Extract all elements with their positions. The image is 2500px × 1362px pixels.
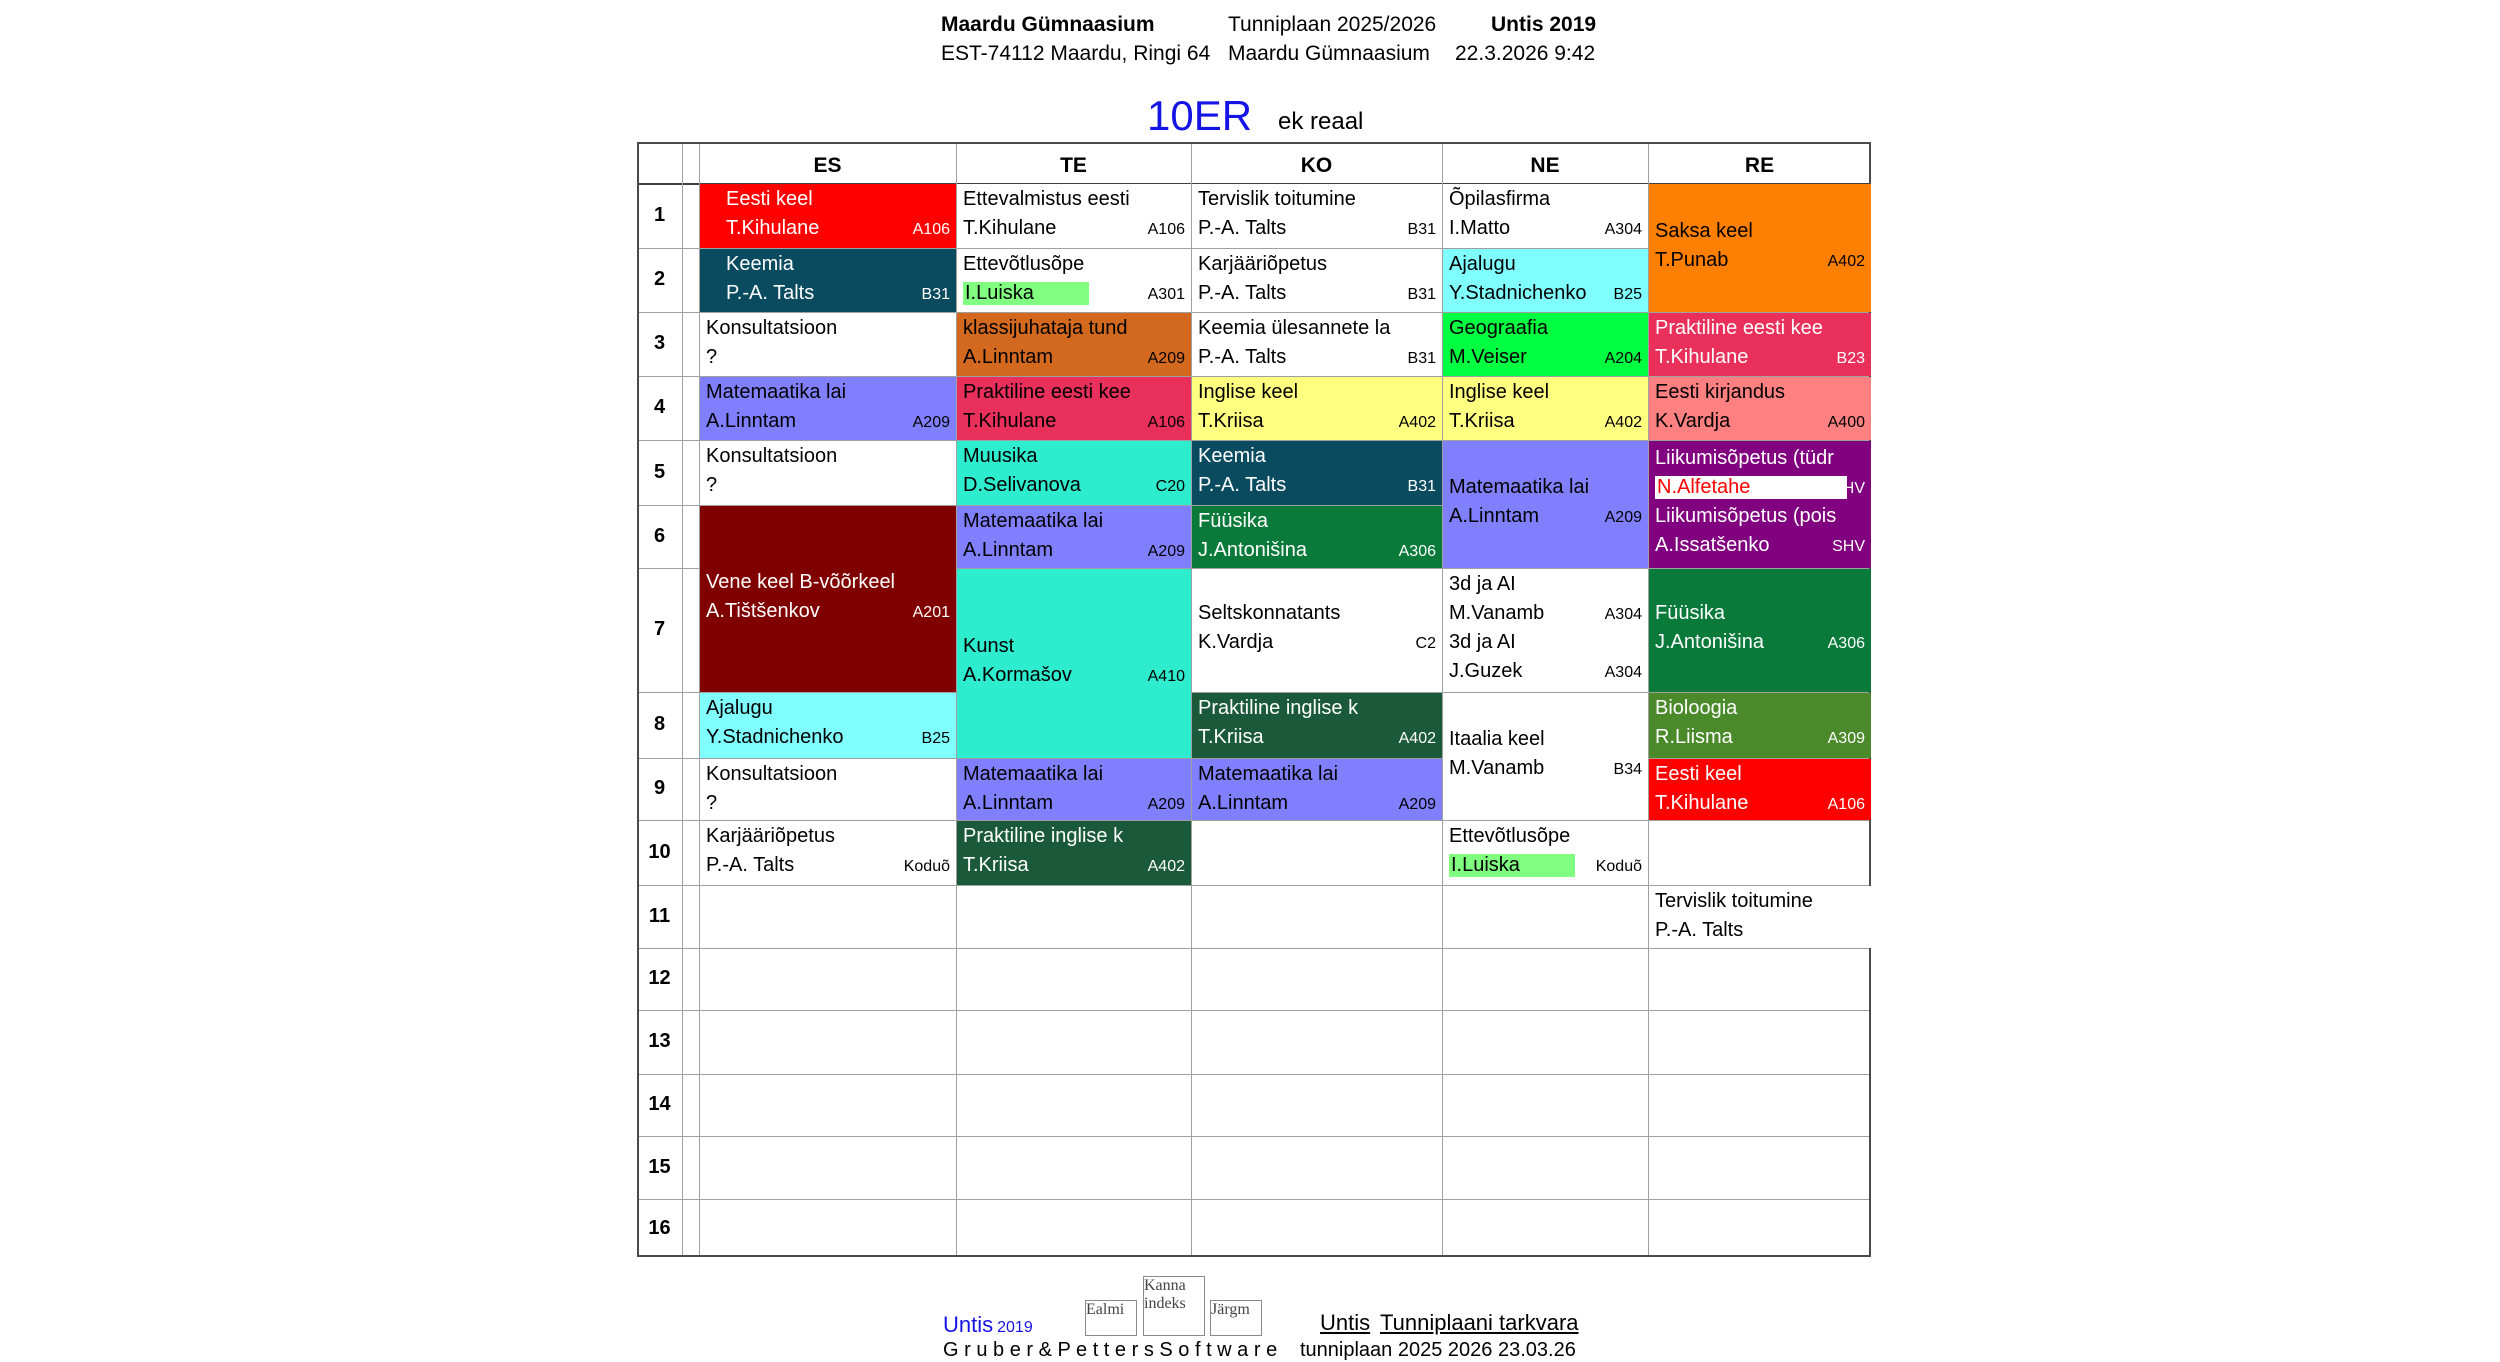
lesson-subject: Seltskonnatants <box>1198 602 1341 624</box>
school-name: Maardu Gümnaasium <box>941 13 1155 36</box>
lesson-subject: Eesti keel <box>1655 763 1742 785</box>
lesson-cell[interactable] <box>957 759 1191 820</box>
lesson-teacher: T.Punab <box>1655 248 1729 271</box>
lesson-subject: Keemia <box>726 253 794 275</box>
lesson-subject: Saksa keel <box>1655 219 1753 242</box>
software-version: Untis 2019 <box>1491 13 1597 36</box>
day-header-es: ES <box>813 154 842 177</box>
footer-company: G r u b e r & P e t t e r s S o f t w a r e <box>943 1339 1278 1361</box>
lesson-teacher: ? <box>706 792 718 814</box>
lesson-room: A402 <box>1604 414 1642 431</box>
lesson-room: A400 <box>1827 414 1865 431</box>
lesson-teacher: K.Vardja <box>1198 631 1274 653</box>
lesson-room: B31 <box>921 286 950 303</box>
lesson-teacher: T.Kihulane <box>1655 346 1749 368</box>
period-number: 5 <box>653 460 666 483</box>
lesson-cell[interactable] <box>700 821 956 885</box>
lesson-room: SHV <box>1832 480 1865 497</box>
lesson-teacher: M.Veiser <box>1449 346 1527 368</box>
lesson-subject: Eesti kirjandus <box>1655 381 1786 403</box>
lesson-room: A209 <box>1147 543 1185 560</box>
lesson-teacher: I.Matto <box>1449 217 1511 239</box>
lesson-subject: Praktiline inglise k <box>1198 697 1359 719</box>
lesson-cell[interactable] <box>1649 184 1871 312</box>
lesson-cell[interactable] <box>1192 569 1442 692</box>
previous-image-alt: Ealmi <box>1086 1301 1125 1318</box>
school-address: EST-74112 Maardu, Ringi 64 <box>941 42 1211 65</box>
lesson-room: A306 <box>1827 635 1865 652</box>
lesson-subject: Eesti keel <box>726 188 813 210</box>
plan-school: Maardu Gümnaasium <box>1228 42 1430 65</box>
lesson-cell[interactable] <box>1192 313 1442 376</box>
lesson-room: A402 <box>1398 414 1436 431</box>
day-header-te: TE <box>1060 154 1087 177</box>
lesson-cell[interactable] <box>957 377 1191 440</box>
plan-title: Tunniplaan 2025/2026 <box>1228 13 1437 36</box>
lesson-teacher: T.Kriisa <box>963 854 1029 876</box>
lesson-room-2: A304 <box>1604 664 1642 681</box>
lesson-subject: Konsultatsioon <box>706 317 838 339</box>
lesson-subject: Keemia <box>1198 445 1266 467</box>
period-number: 2 <box>653 268 666 290</box>
lesson-subject: Matemaatika lai <box>1449 476 1590 498</box>
next-image-icon[interactable] <box>1210 1300 1262 1336</box>
lesson-subject: Geograafia <box>1449 317 1548 339</box>
lesson-subject: Karjääriõpetus <box>706 825 835 847</box>
lesson-room: A304 <box>1604 221 1642 238</box>
lesson-cell[interactable] <box>700 441 956 505</box>
period-number: 6 <box>653 524 666 547</box>
print-datetime: 22.3.2026 9:42 <box>1455 42 1596 65</box>
lesson-subject: Õpilasfirma <box>1449 188 1551 210</box>
lesson-teacher: N.Alfetahe <box>1655 476 1847 499</box>
lesson-room: A306 <box>1398 543 1436 560</box>
lesson-room: C2 <box>1415 635 1436 652</box>
lesson-teacher: T.Kriisa <box>1198 410 1264 432</box>
class-title: 10ER <box>1147 92 1253 139</box>
lesson-cell[interactable] <box>1192 377 1442 440</box>
lesson-teacher: ? <box>706 474 718 496</box>
lesson-room: B31 <box>1407 286 1436 303</box>
lesson-cell[interactable] <box>1649 886 1871 948</box>
period-number: 16 <box>648 1216 671 1239</box>
period-number: 15 <box>648 1155 671 1178</box>
class-subtitle: ek reaal <box>1278 108 1364 135</box>
index-image-alt: Kanna indeks <box>1144 1277 1186 1312</box>
lesson-room: A410 <box>1147 668 1185 685</box>
lesson-cell[interactable] <box>1443 693 1648 820</box>
period-number: 14 <box>648 1093 671 1115</box>
lesson-teacher: I.Luiska <box>963 282 1089 305</box>
lesson-teacher: Y.Stadnichenko <box>706 726 844 748</box>
lesson-cell[interactable] <box>1649 313 1871 376</box>
grid-line <box>639 948 1869 949</box>
lesson-cell[interactable] <box>700 759 956 820</box>
lesson-teacher: A.Linntam <box>1449 505 1540 527</box>
period-number: 7 <box>653 618 666 640</box>
lesson-teacher: K.Vardja <box>1655 410 1731 432</box>
lesson-subject: Ajalugu <box>706 697 773 719</box>
lesson-subject: Ettevõtlusõpe <box>1449 825 1571 847</box>
period-number: 13 <box>648 1030 671 1052</box>
lesson-subject: Ettevalmistus eesti <box>963 188 1130 210</box>
lesson-teacher: A.Linntam <box>1198 792 1289 814</box>
lesson-room: A402 <box>1398 730 1436 747</box>
lesson-teacher: D.Selivanova <box>963 474 1081 496</box>
lesson-teacher: P.-A. Talts <box>1198 217 1287 239</box>
lesson-room: A209 <box>1398 796 1436 813</box>
lesson-teacher: A.Tištšenkov <box>706 599 820 622</box>
lesson-room: A209 <box>1147 796 1185 813</box>
lesson-cell[interactable] <box>1443 313 1648 376</box>
lesson-teacher: A.Linntam <box>963 539 1054 561</box>
lesson-subject: Konsultatsioon <box>706 445 838 467</box>
lesson-cell[interactable] <box>700 506 956 692</box>
lesson-subject: Itaalia keel <box>1449 728 1545 750</box>
lesson-room: Koduõ <box>1595 858 1642 875</box>
grid-line <box>639 1199 1869 1200</box>
lesson-subject: Muusika <box>963 445 1038 467</box>
lesson-room: A209 <box>1147 350 1185 367</box>
lesson-subject: Matemaatika lai <box>706 381 847 403</box>
period-number: 3 <box>653 332 666 354</box>
period-number: 8 <box>653 713 666 735</box>
grid-line <box>639 1010 1869 1011</box>
lesson-teacher: P.-A. Talts <box>706 854 795 876</box>
lesson-room: A106 <box>912 221 950 238</box>
footer-untis-year: 2019 <box>997 1319 1033 1336</box>
lesson-cell[interactable] <box>957 441 1191 505</box>
lesson-subject: 3d ja AI <box>1449 573 1516 595</box>
lesson-subject: Ettevõtlusõpe <box>963 253 1085 275</box>
lesson-room: Koduõ <box>903 858 950 875</box>
period-number: 1 <box>653 203 666 226</box>
lesson-teacher: M.Vanamb <box>1449 757 1545 779</box>
lesson-room: A402 <box>1827 252 1865 270</box>
lesson-teacher: ? <box>706 346 718 368</box>
lesson-teacher: M.Vanamb <box>1449 602 1545 624</box>
lesson-teacher: P.-A. Talts <box>726 282 815 304</box>
lesson-subject: Vene keel B-võõrkeel <box>706 570 896 593</box>
lesson-teacher: P.-A. Talts <box>1198 474 1287 496</box>
day-header-re: RE <box>1744 154 1775 177</box>
lesson-subject: Matemaatika lai <box>1198 763 1339 785</box>
lesson-cell[interactable] <box>957 569 1191 758</box>
lesson-room: A309 <box>1827 730 1865 747</box>
period-number: 11 <box>648 904 671 927</box>
lesson-room: A304 <box>1604 606 1642 623</box>
lesson-teacher: P.-A. Talts <box>1655 919 1744 941</box>
lesson-room: A201 <box>912 603 950 621</box>
lesson-subject: Matemaatika lai <box>963 763 1104 785</box>
lesson-teacher: A.Kormašov <box>963 664 1072 686</box>
lesson-teacher: P.-A. Talts <box>1198 346 1287 368</box>
footer-untis-link[interactable] <box>943 1312 1033 1338</box>
lesson-subject: Praktiline eesti kee <box>1655 317 1823 339</box>
lesson-subject-2: 3d ja AI <box>1449 631 1516 653</box>
lesson-subject-2: Liikumisõpetus (pois <box>1655 505 1837 527</box>
index-image-icon[interactable] <box>1143 1276 1205 1336</box>
lesson-teacher: A.Linntam <box>963 346 1054 368</box>
lesson-cell[interactable] <box>957 249 1191 312</box>
previous-image-icon[interactable] <box>1085 1300 1137 1336</box>
lesson-subject: Inglise keel <box>1449 381 1550 403</box>
lesson-room: A106 <box>1827 796 1865 813</box>
lesson-subject: Füüsika <box>1655 602 1726 624</box>
lesson-teacher: T.Kihulane <box>963 217 1057 239</box>
lesson-room: A402 <box>1147 858 1185 875</box>
lesson-subject: Füüsika <box>1198 510 1269 532</box>
next-image-alt: Järgm <box>1211 1301 1250 1318</box>
lesson-cell[interactable] <box>700 693 956 758</box>
lesson-cell[interactable] <box>1649 759 1871 820</box>
day-header-ne: NE <box>1530 154 1560 177</box>
lesson-room-2: SHV <box>1832 538 1865 555</box>
lesson-subject: Keemia ülesannete la <box>1198 317 1391 339</box>
lesson-subject: Karjääriõpetus <box>1198 253 1327 275</box>
grid-line <box>639 1136 1869 1137</box>
lesson-room: A106 <box>1147 414 1185 431</box>
lesson-subject: Kunst <box>963 635 1015 657</box>
lesson-room: A209 <box>1604 509 1642 526</box>
lesson-teacher-2: J.Guzek <box>1449 660 1523 682</box>
lesson-subject: Tervislik toitumine <box>1655 890 1813 912</box>
footer-export-info: tunniplaan 2025 2026 23.03.26 <box>1300 1339 1576 1361</box>
grid-line <box>682 144 683 1255</box>
lesson-cell[interactable] <box>700 184 956 248</box>
lesson-teacher: Y.Stadnichenko <box>1449 282 1587 304</box>
lesson-cell[interactable] <box>1192 759 1442 820</box>
timetable-grid <box>637 142 1871 1257</box>
lesson-teacher: T.Kriisa <box>1449 410 1515 432</box>
lesson-subject: Tervislik toitumine <box>1198 188 1356 210</box>
footer-untis-text-link[interactable]: Untis <box>1320 1310 1371 1335</box>
lesson-teacher: I.Luiska <box>1449 854 1575 877</box>
lesson-teacher: P.-A. Talts <box>1198 282 1287 304</box>
lesson-cell[interactable] <box>700 249 956 312</box>
lesson-teacher: R.Liisma <box>1655 726 1733 748</box>
lesson-subject: Bioloogia <box>1655 697 1738 719</box>
lesson-teacher: T.Kihulane <box>963 410 1057 432</box>
lesson-cell[interactable] <box>1649 377 1871 440</box>
lesson-room: A204 <box>1604 350 1642 367</box>
lesson-cell[interactable] <box>1192 693 1442 758</box>
lesson-subject: Praktiline eesti kee <box>963 381 1131 403</box>
lesson-teacher: A.Linntam <box>706 410 797 432</box>
lesson-teacher: T.Kihulane <box>726 217 820 239</box>
lesson-subject: Konsultatsioon <box>706 763 838 785</box>
lesson-teacher: J.Antonišina <box>1655 631 1764 653</box>
lesson-cell[interactable] <box>1443 441 1648 568</box>
lesson-subject: Inglise keel <box>1198 381 1299 403</box>
lesson-cell[interactable] <box>1192 249 1442 312</box>
lesson-teacher: J.Antonišina <box>1198 539 1307 561</box>
lesson-cell[interactable] <box>957 821 1191 885</box>
lesson-room: C20 <box>1155 478 1185 495</box>
lesson-teacher-2: A.Issatšenko <box>1655 534 1770 556</box>
lesson-cell[interactable] <box>1443 569 1648 692</box>
lesson-subject: klassijuhataja tund <box>963 317 1128 339</box>
lesson-cell[interactable] <box>957 313 1191 376</box>
lesson-cell[interactable] <box>957 506 1191 568</box>
lesson-room: B25 <box>1613 286 1642 303</box>
lesson-teacher: T.Kihulane <box>1655 792 1749 814</box>
lesson-room: B34 <box>1613 761 1642 778</box>
lesson-room: B31 <box>1407 478 1436 495</box>
lesson-cell[interactable] <box>700 313 956 376</box>
lesson-cell[interactable] <box>1192 441 1442 505</box>
lesson-room: A106 <box>1147 221 1185 238</box>
lesson-cell[interactable] <box>1443 249 1648 312</box>
lesson-cell[interactable] <box>1192 506 1442 568</box>
lesson-teacher: T.Kriisa <box>1198 726 1264 748</box>
lesson-subject: Liikumisõpetus (tüdr <box>1655 447 1834 469</box>
lesson-room: B25 <box>921 730 950 747</box>
lesson-cell[interactable] <box>1649 569 1871 692</box>
lesson-cell[interactable] <box>1443 377 1648 440</box>
lesson-room: B23 <box>1836 350 1865 367</box>
lesson-cell[interactable] <box>1649 441 1871 568</box>
period-number: 4 <box>653 396 666 418</box>
lesson-room: A209 <box>912 414 950 431</box>
lesson-room: A301 <box>1147 286 1185 303</box>
lesson-subject: Matemaatika lai <box>963 510 1104 532</box>
lesson-room: B31 <box>1407 221 1436 238</box>
lesson-teacher: A.Linntam <box>963 792 1054 814</box>
lesson-subject: Praktiline inglise k <box>963 825 1124 847</box>
lesson-cell[interactable] <box>700 377 956 440</box>
period-number: 12 <box>648 967 671 989</box>
lesson-cell[interactable] <box>1443 821 1648 885</box>
footer-software-link[interactable]: Tunniplaani tarkvara <box>1380 1310 1579 1335</box>
period-number: 9 <box>653 777 666 799</box>
footer-untis-label: Untis <box>943 1312 994 1337</box>
day-header-ko: KO <box>1300 154 1333 177</box>
period-number: 10 <box>648 840 671 863</box>
lesson-cell[interactable] <box>1443 184 1648 248</box>
lesson-subject: Ajalugu <box>1449 253 1516 275</box>
lesson-room: B31 <box>1407 350 1436 367</box>
grid-line <box>639 1074 1869 1075</box>
lesson-cell[interactable] <box>1192 184 1442 248</box>
lesson-cell[interactable] <box>957 184 1191 248</box>
lesson-cell[interactable] <box>1649 693 1871 758</box>
